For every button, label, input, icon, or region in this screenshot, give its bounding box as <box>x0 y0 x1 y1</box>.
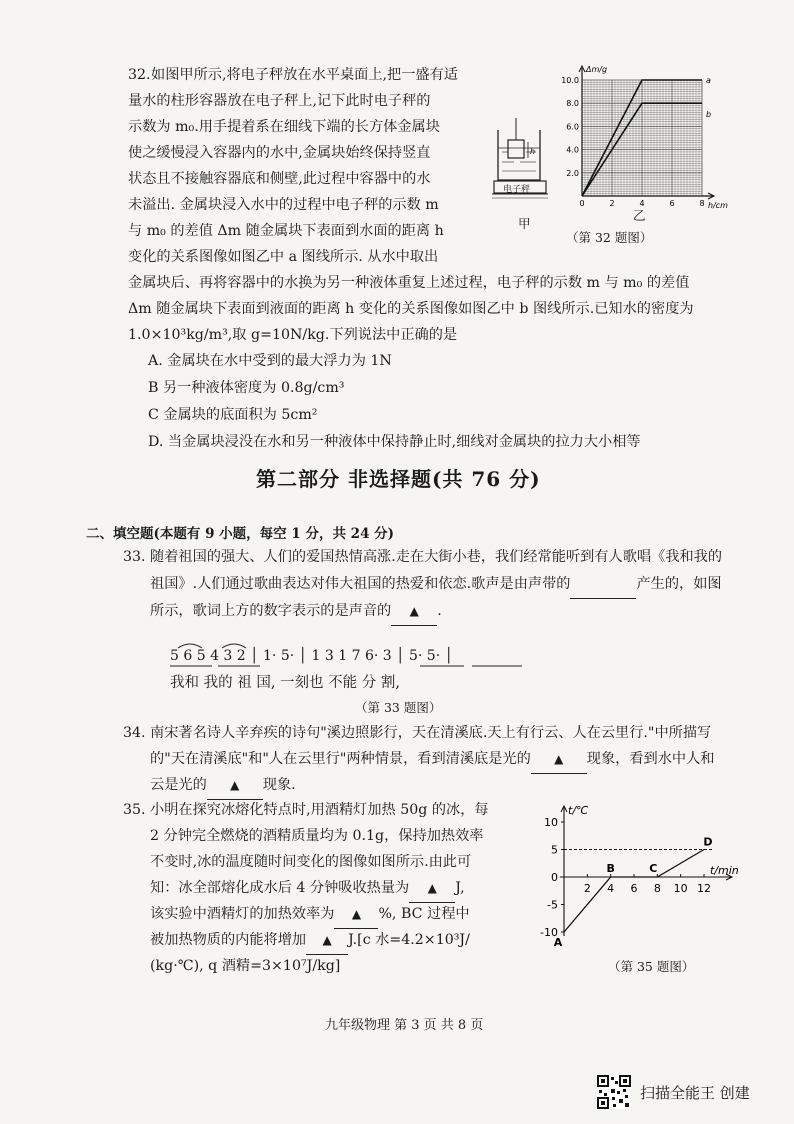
series-label-a: a <box>706 76 711 85</box>
part2-title: 第二部分 非选择题(共 76 分) <box>256 467 541 491</box>
q32-line: Δm 随金属块下表面到液面的距离 h 变化的关系图像如图乙中 b 图线所示.已知水的密度为 <box>128 301 694 317</box>
x-axis-label: t/min <box>710 864 739 877</box>
scale-label: 电子秤 <box>503 185 531 195</box>
q32-line: 变化的关系图像如图乙中 a 图线所示. 从水中取出 <box>128 249 439 265</box>
x-tick-label: 6 <box>669 199 675 208</box>
q32-line: 金属块后、再将容器中的水换为另一种液体重复上述过程，电子秤的示数 m 与 m₀ 的差值 <box>128 275 690 291</box>
q35-number: 35. <box>123 802 146 818</box>
q32-line: 示数为 m₀.用手提着系在细线下端的长方体金属块 <box>128 119 440 135</box>
q33-line: 所示，歌词上方的数字表示的是声音的 ▲ . <box>150 598 442 626</box>
x-tick-label: 8 <box>699 199 705 208</box>
q35-line: 知：冰全部熔化成水后 4 分钟吸收热量为 ▲ J, <box>150 875 465 903</box>
figure-yi-label: 乙 <box>633 208 646 223</box>
y-tick-label: -10 <box>540 926 558 939</box>
x-tick-label: 12 <box>697 882 711 895</box>
y-tick-label: 6.0 <box>566 122 579 132</box>
q34-line: 南宋著名诗人辛弃疾的诗句"溪边照影行，天在清溪底.天上有行云、人在云里行."中所描写 <box>150 725 712 741</box>
q34-number: 34. <box>123 725 146 741</box>
q32-line: 量水的柱形容器放在电子秤上,记下此时电子秤的 <box>128 93 431 109</box>
q32-caption: （第 32 题图） <box>566 230 653 245</box>
q33-number: 33. <box>123 549 146 565</box>
q35-line: 2 分钟完全燃烧的酒精质量均为 0.1g，保持加热效率 <box>150 828 484 844</box>
point-label-A: A <box>553 936 563 949</box>
series-label-b: b <box>706 110 712 120</box>
y-tick-label: 0 <box>551 871 558 884</box>
chart-35 <box>528 800 748 960</box>
point-label-D: D <box>703 835 713 849</box>
q32-line: 使之缓慢浸入容器内的水中,金属块始终保持竖直 <box>128 145 431 161</box>
svg-text:h: h <box>530 147 536 156</box>
y-tick-label: 10 <box>544 816 558 829</box>
y-tick-label: 2.0 <box>566 168 579 178</box>
q35-line: 被加热物质的内能将增加 ▲ J.[c 水=4.2×10³J/ <box>150 927 470 955</box>
x-tick-label: 4 <box>607 882 615 895</box>
q35-caption: （第 35 题图） <box>608 959 695 974</box>
q32-line: 状态且不接触容器底和侧壁,此过程中容器中的水 <box>128 171 431 187</box>
x-axis-label: h/cm <box>708 201 728 210</box>
y-tick-label: 4.0 <box>566 145 579 155</box>
q33-line: 祖国》.人们通过歌曲表达对伟大祖国的热爱和依恋.歌声是由声带的 产生的，如图 <box>150 571 722 599</box>
q35-line: (kg·℃), q 酒精=3×10⁷J/kg] <box>150 958 341 974</box>
x-tick-label: 2 <box>583 882 591 895</box>
section2-heading: 二、填空题(本题有 9 小题，每空 1 分，共 24 分) <box>86 526 395 542</box>
x-tick-label: 6 <box>630 882 638 895</box>
q32-line: 1.0×10³kg/m³,取 g=10N/kg.下列说法中正确的是 <box>128 327 458 343</box>
q33-lyrics: 我和 我的 祖 国, 一刻也 不能 分 割, <box>170 675 400 691</box>
chart-32 <box>554 60 728 222</box>
q35-line: 小明在探究冰熔化特点时,用酒精灯加热 50g 的冰，每 <box>150 802 489 818</box>
x-tick-label: 2 <box>609 199 615 208</box>
x-tick-label: 4 <box>639 199 645 208</box>
point-label-B: B <box>606 862 615 875</box>
q32-line: 如图甲所示,将电子秤放在水平桌面上,把一盛有适 <box>151 67 458 83</box>
figure-jia-label: 甲 <box>518 216 531 231</box>
q32-option-d: D. 当金属块浸没在水和另一种液体中保持静止时,细线对金属块的拉力大小相等 <box>148 434 641 450</box>
q33-caption: （第 33 题图） <box>355 700 442 715</box>
x-tick-label: 10 <box>673 882 688 895</box>
page-footer: 九年级物理 第 3 页 共 8 页 <box>325 1018 484 1033</box>
x-tick-label: 0 <box>579 199 585 208</box>
qr-code-icon <box>597 1075 631 1109</box>
q32-line: 与 m₀ 的差值 Δm 随金属块下表面到水面的距离 h <box>128 223 444 239</box>
q33-notation: 5 6 5 4 3 2 │ 1· 5· │ 1 3 1 7 6· 3 │ 5· 5· │ <box>170 648 454 664</box>
q34-line: 云是光的 ▲ 现象. <box>150 772 296 800</box>
point-label-C: C <box>649 862 658 875</box>
q32-option-b: B 另一种液体密度为 0.8g/cm³ <box>148 380 345 396</box>
y-axis-label: Δm/g <box>586 65 608 74</box>
scanner-watermark: 扫描全能王 创建 <box>640 1084 750 1102</box>
q34-line: 的"天在清溪底"和"人在云里行"两种情景，看到清溪底是光的 ▲ 现象，看到水中人和 <box>150 746 715 774</box>
q32-option-a: A. 金属块在水中受到的最大浮力为 1N <box>148 353 392 369</box>
y-tick-label: 10.0 <box>561 76 579 85</box>
q32-option-c: C 金属块的底面积为 5cm² <box>148 407 318 423</box>
notation-marks <box>168 640 608 670</box>
q35-line: 不变时,冰的温度随时间变化的图像如图所示.由此可 <box>150 854 472 870</box>
q32-number: 32. <box>128 67 151 83</box>
y-tick-label: 8.0 <box>566 99 579 109</box>
q32-line: 未溢出. 金属块浸入水中的过程中电子秤的示数 m <box>128 197 439 213</box>
y-axis-label: t/℃ <box>568 804 589 817</box>
y-tick-label: -5 <box>547 898 558 912</box>
q35-line: 该实验中酒精灯的加热效率为 ▲ %, BC 过程中 <box>150 901 470 929</box>
x-tick-label: 8 <box>653 882 661 895</box>
y-tick-label: 5 <box>551 843 558 857</box>
q33-line: 随着祖国的强大、人们的爱国热情高涨.走在大街小巷，我们经常能听到有人歌唱《我和我的 <box>150 549 723 565</box>
